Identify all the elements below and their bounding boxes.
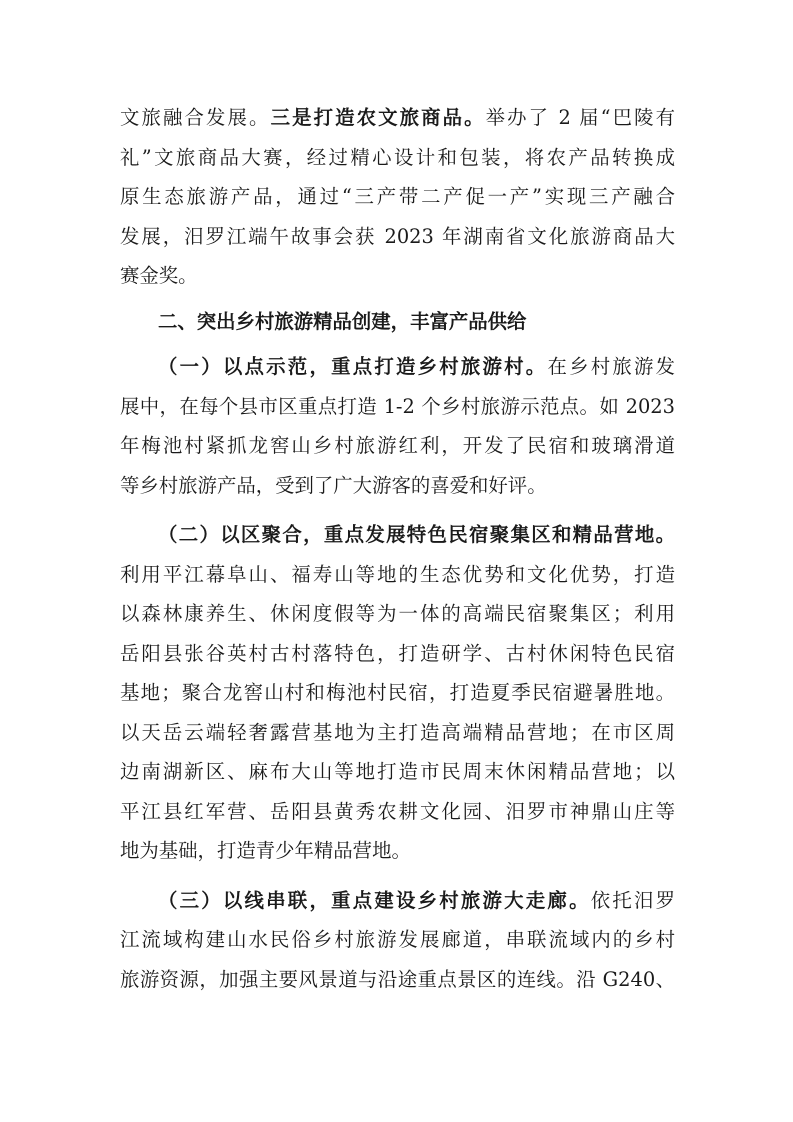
- text-span: 发展，汨罗江端午故事会获 2023 年湖南省文化旅游商品大: [120, 224, 675, 248]
- text-span: 年梅池村紧抓龙窖山乡村旅游红利，开发了民宿和玻璃滑道: [120, 434, 675, 457]
- paragraph: [120, 881, 675, 1000]
- text-line: [120, 426, 675, 466]
- text-line: [120, 634, 675, 674]
- text-span: 旅游资源，加强主要风景道与沿途重点景区的连线。沿 G240、: [120, 967, 675, 991]
- paragraph: [120, 515, 675, 871]
- text-line: [120, 792, 675, 832]
- text-line: [120, 177, 675, 217]
- text-line: [120, 98, 675, 138]
- text-line: [120, 466, 675, 506]
- text-span: 依托汨罗: [590, 888, 675, 912]
- bold-text: 二、突出乡村旅游精品创建，丰富产品供给: [158, 309, 527, 333]
- text-line: [120, 594, 675, 634]
- text-span: 文旅融合发展。: [120, 106, 271, 129]
- text-line: [120, 217, 675, 257]
- text-line: [120, 831, 675, 871]
- text-span: 举办了 2 届“巴陵有: [485, 106, 676, 129]
- text-line: [120, 387, 675, 427]
- text-line: [120, 713, 675, 753]
- text-span: 原生态旅游产品，通过“三产带二产促一产”实现三产融合: [120, 185, 675, 208]
- text-line: [120, 256, 675, 296]
- text-line: [120, 138, 675, 178]
- text-span: 在乡村旅游发: [547, 355, 676, 378]
- text-line: [120, 302, 675, 342]
- bold-text: （二）以区聚合，重点发展特色民宿聚集区和精品营地。: [158, 523, 675, 546]
- text-span: 边南湖新区、麻布大山等地打造市民周末休闲精品营地；以: [120, 760, 675, 783]
- text-span: 利用平江幕阜山、福寿山等地的生态优势和文化优势，打造: [120, 562, 675, 586]
- text-line: [120, 752, 675, 792]
- text-span: 岳阳县张谷英村古村落特色，打造研学、古村休闲特色民宿: [120, 641, 675, 665]
- text-span: 地为基础，打造青少年精品营地。: [120, 839, 411, 862]
- text-span: 赛金奖。: [120, 264, 198, 287]
- document-body: [120, 98, 675, 999]
- text-span: 等乡村旅游产品，受到了广大游客的喜爱和好评。: [120, 473, 547, 497]
- text-span: 平江县红军营、岳阳县黄秀农耕文化园、汨罗市神鼎山庄等: [120, 799, 675, 823]
- text-line: [120, 881, 675, 921]
- text-span: 江流域构建山水民俗乡村旅游发展廊道，串联流域内的乡村: [120, 928, 675, 951]
- text-span: 以天岳云端轻奢露营基地为主打造高端精品营地；在市区周: [120, 720, 675, 744]
- text-line: [120, 555, 675, 595]
- text-line: [120, 920, 675, 960]
- paragraph: [120, 347, 675, 505]
- text-span: 礼”文旅商品大赛，经过精心设计和包装，将农产品转换成: [120, 145, 675, 169]
- text-line: [120, 515, 675, 555]
- bold-text: （三）以线串联，重点建设乡村旅游大走廊。: [158, 888, 591, 912]
- text-line: [120, 960, 675, 1000]
- text-span: 以森林康养生、休闲度假等为一体的高端民宿聚集区；利用: [120, 602, 675, 625]
- bold-text: （一）以点示范，重点打造乡村旅游村。: [158, 355, 548, 378]
- section-heading: [120, 302, 675, 342]
- text-span: 基地；聚合龙窖山村和梅池村民宿，打造夏季民宿避暑胜地。: [120, 681, 675, 704]
- text-line: [120, 347, 675, 387]
- paragraph: [120, 98, 675, 296]
- bold-text: 三是打造农文旅商品。: [270, 106, 486, 129]
- text-span: 展中，在每个县市区重点打造 1-2 个乡村旅游示范点。如 2023: [120, 394, 675, 418]
- text-line: [120, 673, 675, 713]
